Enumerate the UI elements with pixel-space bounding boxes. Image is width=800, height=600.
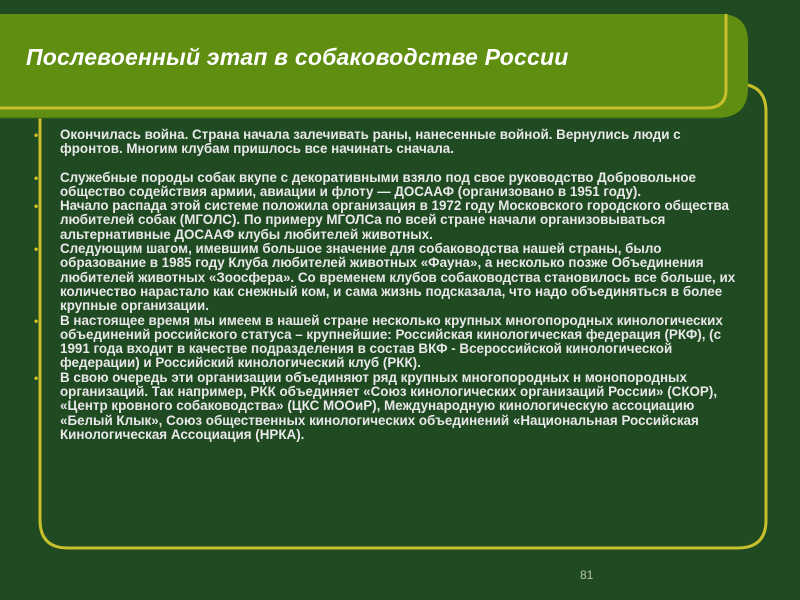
list-item xyxy=(34,371,746,442)
bullet-icon: • xyxy=(34,128,39,142)
paragraph-text: Начало распада этой системе положила организация в 1972 году Московского городского общества любителей собак (МГОЛС). По примеру МГОЛСа по всей стране начали организовываться альтернативные ДОСААФ клубы любителей животных. xyxy=(60,198,729,242)
paragraph-text: В свою очередь эти организации объединяют ряд крупных многопородных н монопородных организаций. Так например, РКК объединяет «Союз кинологических организаций России» (СКОР), «Центр кровного собаководства» (ЦКС МООиР), Международную кинологическую ассоциацию «Белый Клык», Союз общественных кинологических объединений «Национальная Российская Кинологическая Ассоциация (НРКА). xyxy=(60,369,718,442)
paragraph-text: Окончилась война. Страна начала залечивать раны, нанесенные войной. Вернулись люди с фронтов. Многим клубам пришлось все начинать сначала. xyxy=(60,127,681,157)
bullet-icon: • xyxy=(34,170,39,185)
list-item xyxy=(34,314,746,371)
list-item xyxy=(34,128,746,157)
bullet-icon: • xyxy=(34,199,39,214)
slide-title: Послевоенный этап в собаководстве России xyxy=(26,44,569,70)
slide-body xyxy=(34,128,746,442)
paragraph-text: Служебные породы собак вкупе с декоративными взяло под свое руководство Добровольное общество содействия армии, авиации и флоту — ДОСААФ (организовано в 1951 году). xyxy=(60,169,696,199)
list-item xyxy=(34,242,746,313)
paragraph-text: В настоящее время мы имеем в нашей стране несколько крупных многопородных кинологических объединений российского статуса – крупнейшие: Российская кинологическая федерация (РКФ), (с 1991 года входит в качестве подразделения в состав ВКФ - Всероссийской кинологической федерации) и Российский кинологический клуб (РКК). xyxy=(60,312,723,371)
bullet-icon: • xyxy=(34,242,39,257)
bullet-icon: • xyxy=(34,313,39,328)
paragraph-text: Следующим шагом, имевшим большое значение для собаководства нашей страны, было образование в 1985 году Клуба любителей животных «Фауна», а несколько позже Объединения любителей животных «Зоосфера». Со временем клубов собаководства становилось все больше, их количество нарастало как снежный ком, и сама жизнь подсказала, что надо объединяться в более крупные организации. xyxy=(60,241,736,314)
list-item xyxy=(34,199,746,242)
page-number: 81 xyxy=(580,568,594,582)
list-item xyxy=(34,171,746,200)
bullet-icon: • xyxy=(34,370,39,385)
